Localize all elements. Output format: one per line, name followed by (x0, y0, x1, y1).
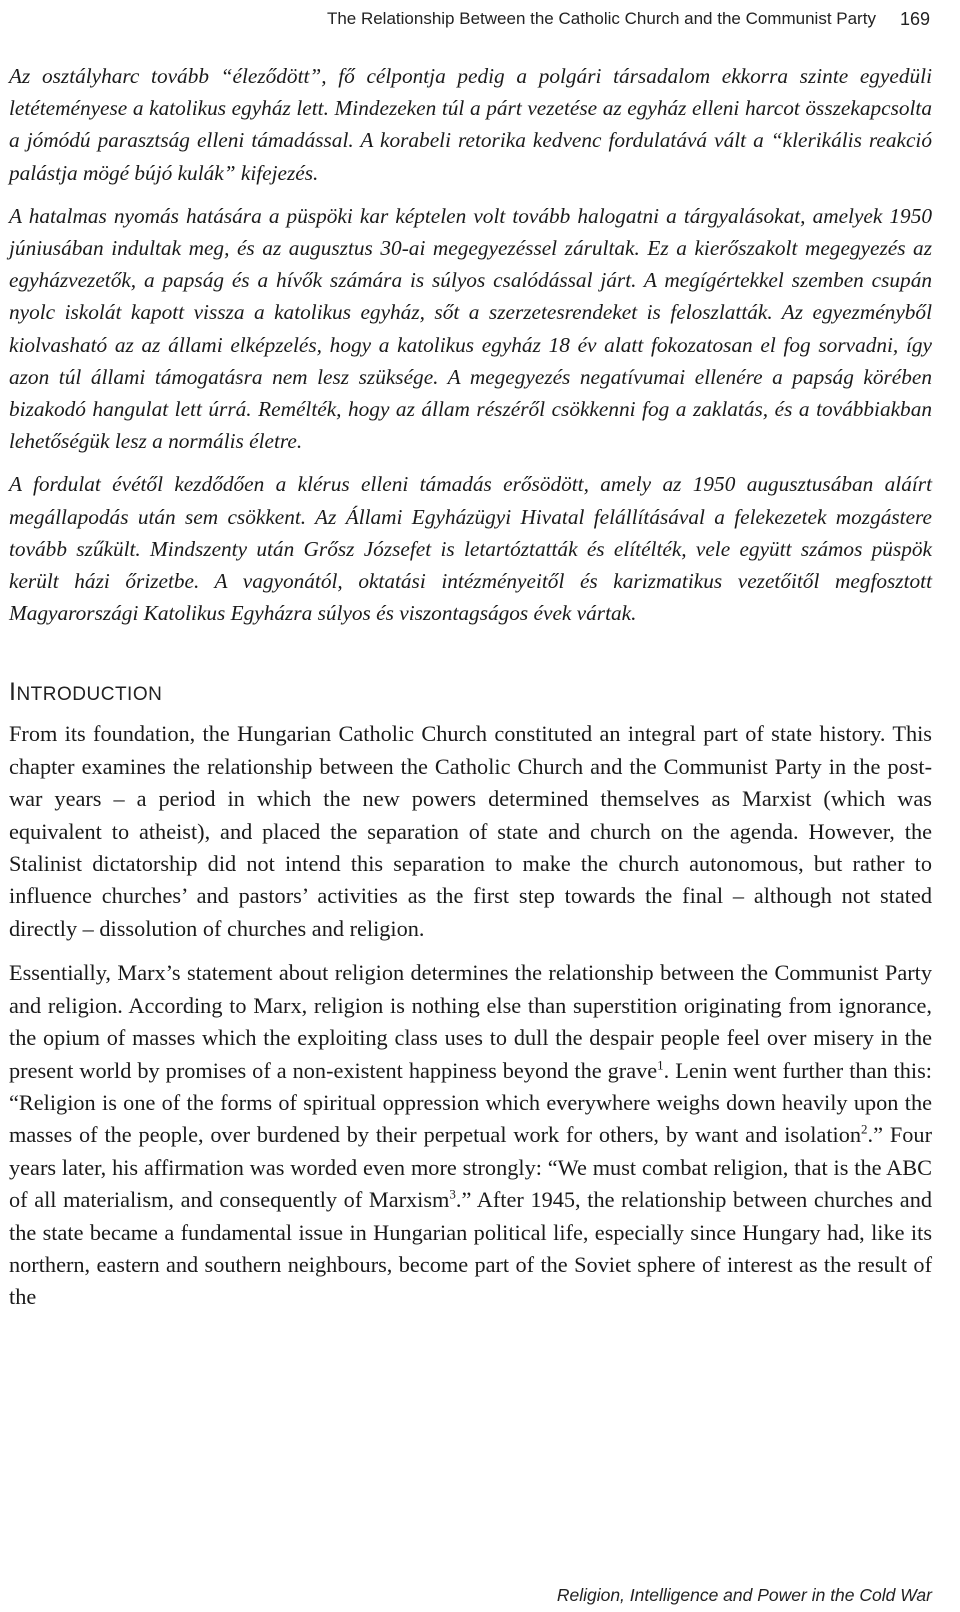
body-paragraph (9, 957, 932, 1313)
page-content (9, 60, 932, 1326)
footnote-ref[interactable]: 2 (861, 1121, 868, 1137)
section-body (9, 718, 932, 1313)
body-text: Essentially, Marx’s statement about religion determines the relationship between the Communist Party and religion. According to Marx, religion is nothing else than superstition originating from ignorance, the opium of masses which the exploiting class uses to dull the despair people feel over misery in the present world by promises of a non-existent happiness beyond the grave (9, 960, 932, 1083)
summary-paragraph: A hatalmas nyomás hatására a püspöki kar képtelen volt tovább halogatni a tárgyalásokat, amelyek 1950 júniusában indultak meg, és az augusztus 30-ai megegyezéssel zárultak. Ez a kierőszakolt megegyezés az egyházvezetők, a papság és a hívők számára is súlyos csalódással járt. A megígértekkel szemben csupán nyolc iskolát kapott vissza a katolikus egyház, sőt a szerzetesrendeket is feloszlatták. Az egyezményből kiolvasható az az állami elképzelés, hogy a katolikus egyház 18 év alatt fokozatosan el fog sorvadni, így azon túl állami támogatásra nem lesz szüksége. A megegyezés negatívumai ellenére a papság körében bizakodó hangulat lett úrrá. Remélték, hogy az állam részéről csökkenni fog a zaklatás, és a továbbiakban lehetőségük lesz a normális életre. (9, 203, 932, 454)
body-text: .” After 1945, the relationship between churches and the state became a fundamental issue in Hungarian political life, especially since Hungary had, like its northern, eastern and southern neighbours, become part of the Soviet sphere of interest as the result of the (9, 1187, 932, 1310)
body-text: . Lenin went further than this: “Religion is one of the forms of spiritual oppression which everywhere weighs down heavily upon the masses of the people, over burdened by their perpetual work for others, by want and isolation (9, 1057, 932, 1148)
running-title: The Relationship Between the Catholic Church and the Communist Party (326, 9, 876, 28)
summary-paragraph: Az osztályharc tovább “éleződött”, fő célpontja pedig a polgári társadalom ekkorra szinte egyedüli letéteményese a katolikus egyház lett. Mindezeken túl a párt vezetése az egyház elleni harcot összekapcsolta a jómódú parasztság elleni támadással. A korabeli retorika kedvenc fordulatává vált a “klerikális reakció palástja mögé bújó kulák” kifejezés. (9, 64, 932, 185)
section-heading-introduction (9, 678, 932, 707)
footnote-ref[interactable]: 3 (449, 1186, 456, 1202)
heading-rest: NTRODUCTION (16, 684, 163, 706)
running-header (30, 4, 930, 34)
heading-initial: I (9, 678, 17, 707)
page-number: 169 (899, 8, 930, 29)
body-paragraph: From its foundation, the Hungarian Catholic Church constituted an integral part of state history. This chapter examines the relationship between the Catholic Church and the Communist Party in the post-war years – a period in which the new powers determined themselves as Marxist (which was equivalent to atheist), and placed the separation of state and church on the agenda. However, the Stalinist dictatorship did not intend this separation to make the church autonomous, but rather to influence churches’ and pastors’ activities as the first step towards the final – although not stated directly – dissolution of churches and religion. (9, 721, 932, 941)
body-text: .” Four years later, his affirmation was worded even more strongly: “We must combat religion, that is the ABC of all materialism, and consequently of Marxism (9, 1122, 932, 1213)
running-footer: Religion, Intelligence and Power in the Cold War (556, 1585, 932, 1605)
summary-paragraph: A fordulat évétől kezdődően a klérus elleni támadás erősödött, amely az 1950 augusztusában aláírt megállapodás után sem csökkent. Az Állami Egyházügyi Hivatal felállításával a felekezetek mozgástere tovább szűkült. Mindszenty után Grősz Józsefet is letartóztatták és elítélték, vele együtt számos püspök került házi őrizetbe. A vagyonától, oktatási intézményeitől és karizmatikus vezetőitől megfosztott Magyarországi Katolikus Egyházra súlyos és viszontagságos évek vártak. (9, 472, 932, 626)
footnote-ref[interactable]: 1 (657, 1057, 664, 1073)
hungarian-summary (9, 60, 932, 629)
